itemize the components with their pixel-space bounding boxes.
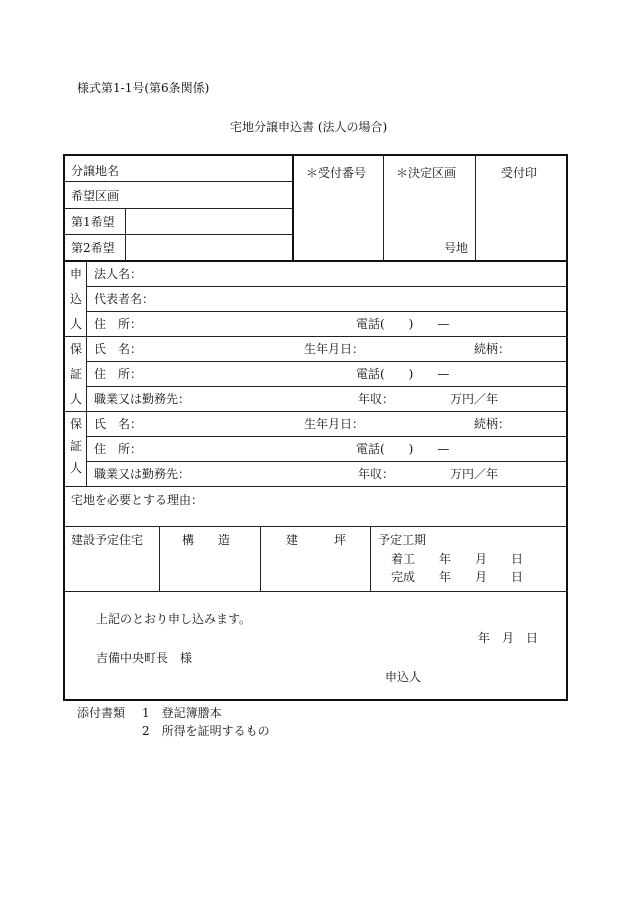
desired-lot-label: 希望区画 — [71, 189, 120, 203]
guarantor2-side-2: 証 — [70, 439, 83, 453]
line — [159, 526, 160, 591]
structure-label: 構 造 — [182, 533, 231, 547]
guarantor1-address-label: 住 所： — [94, 367, 143, 381]
planned-house-label: 建設予定住宅 — [71, 533, 144, 547]
applicant-side-1: 申 — [70, 267, 83, 281]
applicant-signature-label: 申込人 — [385, 670, 422, 684]
guarantor1-income-label: 年収： — [358, 392, 395, 406]
lot-suffix-label: 号地 — [444, 241, 469, 255]
line — [370, 526, 371, 591]
line — [383, 155, 384, 261]
declaration-statement: 上記のとおり申し込みます。 — [96, 612, 252, 626]
guarantor1-side-2: 証 — [70, 367, 83, 381]
receipt-stamp-label: 受付印 — [501, 166, 538, 180]
addressee: 吉備中央町長 様 — [96, 651, 193, 665]
completion-date-label: 完成 年 月 日 — [391, 570, 524, 584]
guarantor2-side-3: 人 — [70, 461, 83, 475]
floor-area-label: 建 坪 — [286, 533, 347, 547]
line — [125, 208, 126, 261]
receipt-number-label: ＊受付番号 — [306, 166, 367, 180]
line — [86, 361, 567, 362]
guarantor2-address-label: 住 所： — [94, 442, 143, 456]
guarantor2-name-label: 氏 名： — [94, 417, 143, 431]
guarantor2-income-label: 年収： — [358, 467, 395, 481]
line — [86, 461, 567, 462]
line — [292, 155, 294, 261]
line — [260, 526, 261, 591]
line — [64, 181, 293, 182]
attachment-item: 2 所得を証明するもの — [142, 724, 270, 738]
line — [64, 526, 567, 527]
guarantor1-side-3: 人 — [70, 392, 83, 406]
line — [64, 234, 293, 235]
line — [64, 486, 567, 487]
applicant-side-3: 人 — [70, 317, 83, 331]
guarantor1-side-1: 保 — [70, 342, 83, 356]
applicant-phone-label: 電話( ) — — [356, 317, 450, 331]
line — [475, 155, 476, 261]
second-choice-label: 第2希望 — [71, 241, 115, 255]
reason-label: 宅地を必要とする理由： — [71, 493, 204, 507]
line — [86, 311, 567, 312]
declaration-date: 年 月 日 — [478, 631, 539, 645]
guarantor2-income-unit: 万円／年 — [450, 467, 499, 481]
guarantor1-name-label: 氏 名： — [94, 342, 143, 356]
applicant-side-2: 込 — [70, 292, 83, 306]
decided-lot-label: ＊決定区画 — [396, 166, 457, 180]
guarantor2-dob-label: 生年月日： — [304, 417, 365, 431]
guarantor1-relation-label: 続柄： — [474, 342, 511, 356]
line — [86, 436, 567, 437]
line — [64, 336, 567, 337]
attachment-item: 1 登記簿謄本 — [142, 706, 222, 720]
line — [86, 286, 567, 287]
line — [86, 386, 567, 387]
line — [64, 208, 293, 209]
guarantor2-relation-label: 続柄： — [474, 417, 511, 431]
representative-name-label: 代表者名： — [94, 292, 155, 306]
first-choice-label: 第1希望 — [71, 215, 115, 229]
start-date-label: 着工 年 月 日 — [391, 552, 524, 566]
form-number: 様式第1-1号(第6条関係) — [77, 81, 210, 95]
guarantor2-side-1: 保 — [70, 417, 83, 431]
guarantor1-income-unit: 万円／年 — [450, 392, 499, 406]
form-title: 宅地分譲申込書 (法人の場合) — [230, 120, 388, 134]
guarantor2-phone-label: 電話( ) — — [356, 442, 450, 456]
subdivision-name-label: 分譲地名 — [71, 164, 120, 178]
line — [64, 260, 567, 262]
line — [64, 411, 567, 412]
applicant-address-label: 住 所： — [94, 317, 143, 331]
guarantor2-occupation-label: 職業又は勤務先： — [94, 467, 191, 481]
schedule-label: 予定工期 — [378, 533, 427, 547]
corp-name-label: 法人名： — [94, 267, 143, 281]
guarantor1-occupation-label: 職業又は勤務先： — [94, 392, 191, 406]
line — [86, 261, 87, 486]
guarantor1-dob-label: 生年月日： — [304, 342, 365, 356]
attachments-label: 添付書類 — [77, 706, 126, 720]
guarantor1-phone-label: 電話( ) — — [356, 367, 450, 381]
line — [64, 591, 567, 592]
